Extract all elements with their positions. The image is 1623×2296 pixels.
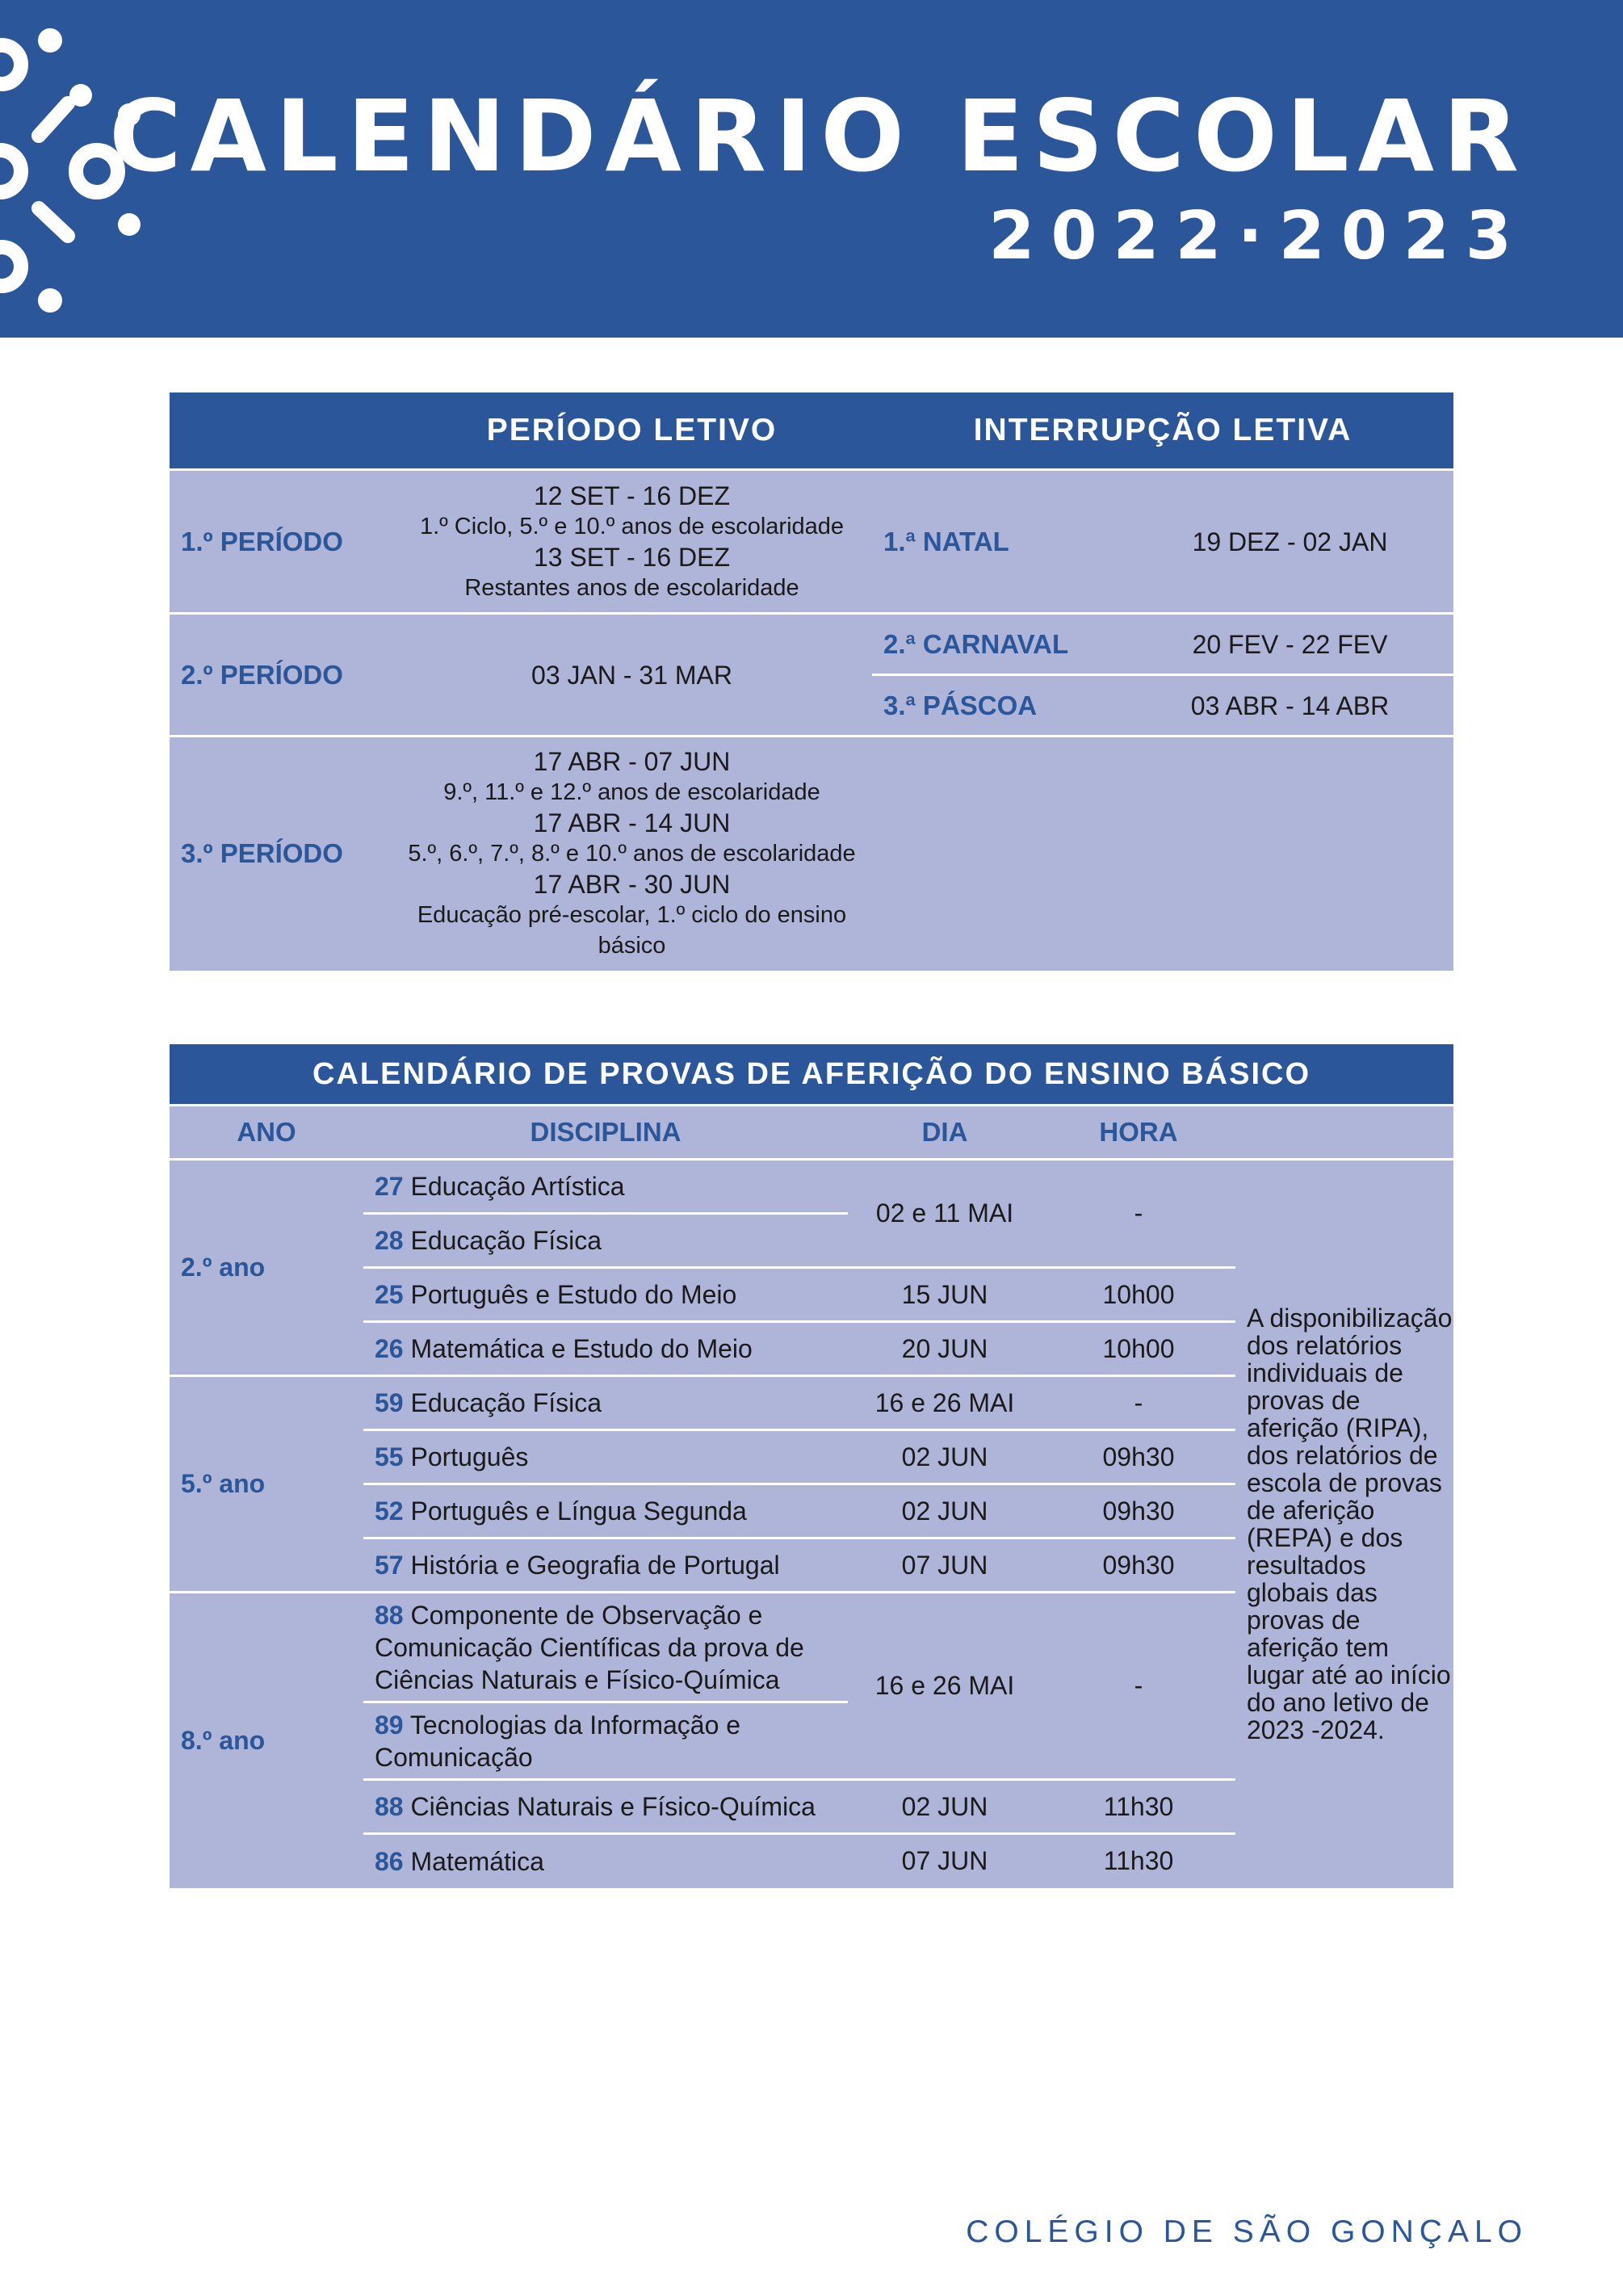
prova-code: 88 [375,1600,404,1630]
prova-disciplina: Matemática [410,1846,544,1876]
prova-dia: 16 e 26 MAI [848,1376,1042,1430]
prova-dia: 07 JUN [848,1538,1042,1593]
periodo-1-row [170,470,1453,614]
page-title: CALENDÁRIO ESCOLAR [109,79,1528,194]
prova-hora: 10h00 [1042,1268,1235,1322]
prova-disciplina: Educação Física [410,1388,602,1417]
prova-disciplina: Ciências Naturais e Físico-Química [410,1792,816,1821]
school-name-footer: COLÉGIO DE SÃO GONÇALO [966,2214,1528,2249]
prova-hora: - [1042,1593,1235,1780]
ano-2-label: 2.º ano [170,1160,363,1376]
periodo-2-row [170,614,1453,675]
periodo-1-label: 1.º PERÍODO [170,470,392,614]
interrupcao-2-date: 20 FEV - 22 FEV [1126,614,1453,675]
prova-disciplina: Educação Artística [410,1172,625,1201]
header-banner [0,0,1623,338]
prova-hora: 11h30 [1042,1834,1235,1888]
periodo-3-label: 3.º PERÍODO [170,737,392,971]
interrupcao-1-label: 1.ª NATAL [872,470,1126,614]
prova-code: 55 [375,1442,404,1471]
periodo-3-note-1: 9.º, 11.º e 12.º anos de escolaridade [443,779,820,806]
periodo-3-date-2: 17 ABR - 14 JUN [533,808,731,838]
prova-code: 88 [375,1792,404,1821]
prova-hora: - [1042,1160,1235,1268]
prova-dia: 15 JUN [848,1268,1042,1322]
periodo-3-date-3: 17 ABR - 30 JUN [533,870,731,900]
prova-code: 52 [375,1496,404,1526]
prova-dia: 16 e 26 MAI [848,1593,1042,1780]
prova-code: 28 [375,1226,404,1255]
periodo-3-date-1: 17 ABR - 07 JUN [533,747,731,777]
col-interrupcao-letiva: INTERRUPÇÃO LETIVA [872,392,1453,470]
interrupcao-3-date: 03 ABR - 14 ABR [1126,675,1453,737]
prova-hora: 10h00 [1042,1322,1235,1376]
prova-disciplina: Português e Língua Segunda [410,1496,747,1526]
ano-8-label: 8.º ano [170,1593,363,1888]
periodo-3-row [170,737,1453,971]
provas-title: CALENDÁRIO DE PROVAS DE AFERIÇÃO DO ENSINO BÁSICO [170,1044,1453,1106]
table-row [170,1160,1453,1214]
prova-disciplina: Português e Estudo do Meio [410,1280,737,1309]
col-hora: HORA [1042,1106,1235,1160]
periodo-3-note-2: 5.º, 6.º, 7.º, 8.º e 10.º anos de escolaridade [408,841,856,867]
prova-hora: 09h30 [1042,1538,1235,1593]
periodo-1-note-1: 1.º Ciclo, 5.º e 10.º anos de escolaridade [419,513,845,539]
prova-code: 89 [375,1710,404,1740]
prova-disciplina: História e Geografia de Portugal [410,1551,780,1580]
provas-column-header-row [170,1106,1453,1160]
periodo-1-note-2: Restantes anos de escolaridade [464,574,799,601]
periodo-2-label: 2.º PERÍODO [170,614,392,737]
provas-title-row [170,1044,1453,1106]
prova-disciplina: Português [410,1442,529,1471]
school-calendar-table [170,392,1453,971]
prova-hora: 11h30 [1042,1780,1235,1834]
prova-disciplina: Educação Física [410,1226,602,1255]
prova-code: 27 [375,1172,404,1201]
prova-hora: 09h30 [1042,1484,1235,1538]
prova-dia: 07 JUN [848,1834,1042,1888]
prova-hora: - [1042,1376,1235,1430]
interrupcao-2-label: 2.ª CARNAVAL [872,614,1126,675]
interrupcao-3-label: 3.ª PÁSCOA [872,675,1126,737]
prova-dia: 02 JUN [848,1780,1042,1834]
periodo-2-date: 03 JAN - 31 MAR [392,614,872,737]
prova-disciplina: Matemática e Estudo do Meio [410,1334,753,1363]
school-year: 2022·2023 [988,198,1528,275]
prova-code: 26 [375,1334,404,1363]
interrupcao-1-date: 19 DEZ - 02 JAN [1126,470,1453,614]
col-dia: DIA [848,1106,1042,1160]
ano-5-label: 5.º ano [170,1376,363,1593]
prova-code: 86 [375,1846,404,1876]
col-disciplina: DISCIPLINA [363,1106,848,1160]
prova-hora: 09h30 [1042,1430,1235,1484]
periodo-1-date-1: 12 SET - 16 DEZ [533,481,731,510]
prova-code: 25 [375,1280,404,1309]
prova-code: 57 [375,1551,404,1580]
provas-afericao-table [170,1044,1453,1888]
col-periodo-letivo: PERÍODO LETIVO [392,392,872,470]
col-ano: ANO [170,1106,363,1160]
prova-disciplina: Componente de Observação e Comunicação Científicas da prova de Ciências Naturais e Físico-Química [375,1600,804,1694]
calendar-header-row [170,392,1453,470]
prova-disciplina: Tecnologias da Informação e Comunicação [375,1710,741,1772]
periodo-1-date-2: 13 SET - 16 DEZ [533,542,731,572]
relatorios-note: A disponibilização dos relatórios individuais de provas de aferição (RIPA), dos relatórios de escola de provas de aferição (REPA) e dos resultados globais das provas de aferição tem lugar até ao início do ano letivo de 2023 -2024. [1235,1160,1453,1888]
periodo-3-note-3: Educação pré-escolar, 1.º ciclo do ensino básico [417,902,847,959]
prova-dia: 02 JUN [848,1484,1042,1538]
prova-dia: 02 e 11 MAI [848,1160,1042,1268]
prova-dia: 20 JUN [848,1322,1042,1376]
prova-code: 59 [375,1388,404,1417]
prova-dia: 02 JUN [848,1430,1042,1484]
